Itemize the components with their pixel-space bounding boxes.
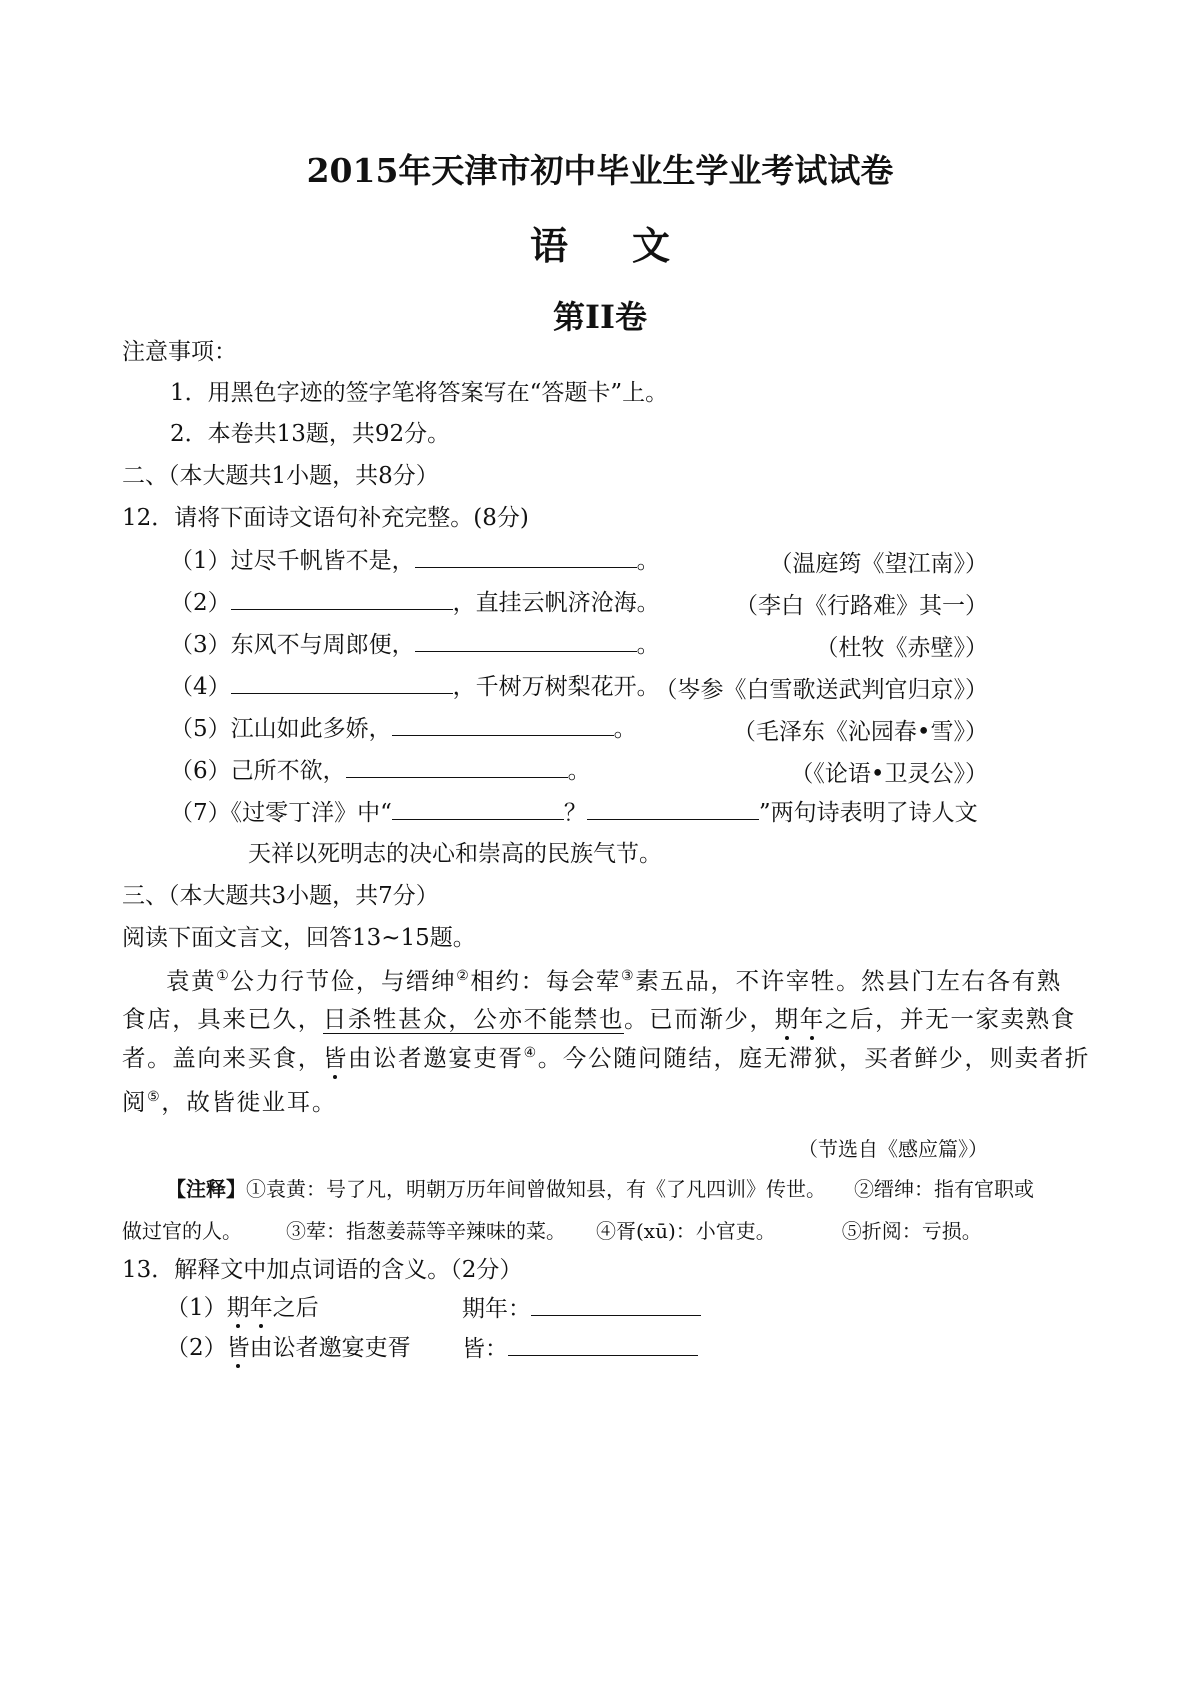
annotation-label: 【注释】 (166, 1177, 246, 1201)
passage-text: 者。盖向来买食， (122, 1044, 323, 1072)
q12-line-4 (170, 671, 660, 702)
section-3-intro: 阅读下面文言文，回答13~15题。 (122, 925, 476, 951)
q12-line-1-source: （温庭筠《望江南》） (769, 551, 988, 577)
q13-item-2 (166, 1333, 411, 1363)
q12-line-7-before: 《过零丁洋》中“ (230, 800, 392, 826)
q12-line-3-blank[interactable] (415, 629, 637, 652)
q13-answer-1-blank[interactable] (531, 1293, 701, 1316)
underlined-sentence: 日杀牲甚众，公亦不能禁也 (322, 1005, 625, 1033)
q13-answer-1 (462, 1293, 701, 1324)
footnote-ref-4: ④ (523, 1045, 538, 1061)
notice-item-1: 1．用黑色字迹的签字笔将答案写在“答题卡”上。 (170, 380, 669, 406)
dotted-word: 期 (774, 1005, 800, 1033)
q12-line-5-blank[interactable] (392, 713, 614, 736)
dotted-word: 皆 (322, 1044, 348, 1072)
subject-title: 语文 (529, 223, 734, 268)
q13-item-1-num: （1） (166, 1295, 227, 1321)
q12-line-6-after: 。 (567, 758, 591, 784)
notice-heading: 注意事项： (122, 339, 237, 365)
q12-line-3-before: 东风不与周郎便， (230, 632, 415, 658)
volume-title: 第II卷 (553, 298, 647, 336)
q13-answer-2-blank[interactable] (508, 1333, 698, 1356)
passage-text: 素五品，不许宰牲。然县门左右各有熟 (635, 967, 1062, 995)
passage-text: 。今公随问随结，庭无滞狱，买者鲜少，则卖者折 (537, 1044, 1090, 1072)
exam-title: 2015年天津市初中毕业生学业考试试卷 (306, 151, 894, 190)
q13-item-1 (166, 1293, 319, 1323)
passage-line-4 (122, 1087, 337, 1117)
q12-line-4-after: ，千树万树梨花开。 (452, 674, 660, 700)
passage-text: 相约：每会荤 (470, 967, 622, 995)
q12-line-3-num: （3） (170, 632, 231, 658)
annotation-4: ④胥(xū)：小官吏。 (596, 1219, 776, 1243)
q13-item-1-text: 之后 (272, 1295, 319, 1321)
q12-line-2 (170, 587, 660, 618)
passage-text: 公力行节俭，与缙绅 (230, 967, 457, 995)
q12-line-6-num: （6） (170, 758, 231, 784)
section-2-heading: 二、（本大题共1小题，共8分） (122, 463, 439, 489)
q13-item-2-text: 由讼者邀宴吏胥 (249, 1335, 411, 1361)
q13-answer-2-label: 皆： (462, 1336, 508, 1362)
q12-line-3 (170, 629, 660, 660)
q12-line-1-blank[interactable] (415, 545, 637, 568)
passage-line-3 (122, 1043, 1090, 1073)
notice-item-2: 2．本卷共13题，共92分。 (170, 421, 451, 447)
passage-text: 之后，并无一家卖熟食 (824, 1005, 1076, 1033)
q12-line-5-source: （毛泽东《沁园春•雪》） (732, 719, 988, 745)
section-3-heading: 三、（本大题共3小题，共7分） (122, 883, 439, 909)
question-13-stem: 13．解释文中加点词语的含义。（2分） (122, 1257, 523, 1283)
dotted-word: 皆 (226, 1335, 250, 1361)
annotation-line-2 (122, 1215, 982, 1244)
q12-line-7-middle: ？ (563, 800, 587, 826)
footnote-ref-2: ② (456, 968, 471, 984)
passage-text: 袁黄 (166, 967, 217, 995)
q12-line-1 (170, 545, 660, 576)
q12-line-2-after: ，直挂云帆济沧海。 (452, 590, 660, 616)
q12-line-5-before: 江山如此多娇， (230, 716, 392, 742)
annotation-line-1 (166, 1173, 1034, 1202)
q12-line-1-num: （1） (170, 548, 231, 574)
passage-line-2 (122, 1004, 1076, 1034)
q12-line-6 (170, 755, 591, 786)
q12-line-7 (170, 797, 978, 828)
q12-line-4-num: （4） (170, 674, 231, 700)
q12-line-5-num: （5） (170, 716, 231, 742)
passage-text: ，故皆徙业耳。 (161, 1088, 337, 1116)
q12-line-6-source: （《论语•卫灵公》） (790, 761, 988, 787)
q12-line-2-source: （李白《行路难》其一） (735, 593, 988, 619)
passage-text: 阅 (122, 1088, 148, 1116)
dotted-word: 年 (799, 1005, 825, 1033)
annotation-2-continued: 做过官的人。 (122, 1219, 242, 1243)
q12-line-7-blank-1[interactable] (392, 797, 564, 820)
annotation-2: ②缙绅：指有官职或 (854, 1177, 1034, 1201)
footnote-ref-1: ① (216, 968, 231, 984)
footnote-ref-3: ③ (621, 968, 636, 984)
q13-item-2-num: （2） (166, 1335, 227, 1361)
q12-line-1-after: 。 (636, 548, 660, 574)
passage-text: 由讼者邀宴吏胥 (347, 1044, 524, 1072)
q12-line-4-source: （岑参《白雪歌送武判官归京》） (654, 677, 988, 703)
passage-source: （节选自《感应篇》） (798, 1137, 988, 1161)
q12-line-1-before: 过尽千帆皆不是， (230, 548, 415, 574)
q12-line-6-blank[interactable] (346, 755, 568, 778)
q12-line-5 (170, 713, 637, 744)
annotation-5: ⑤折阅：亏损。 (841, 1219, 982, 1243)
q12-line-6-before: 己所不欲， (230, 758, 346, 784)
q12-line-4-blank[interactable] (231, 671, 453, 694)
q12-line-3-source: （杜牧《赤壁》） (815, 635, 988, 661)
q12-line-3-after: 。 (636, 632, 660, 658)
q12-line-7-blank-2[interactable] (587, 797, 759, 820)
passage-text: 。已而渐少， (624, 1005, 775, 1033)
annotation-1: ①袁黄：号了凡，明朝万历年间曾做知县，有《了凡四训》传世。 (246, 1177, 826, 1201)
q12-line-7-after: ”两句诗表明了诗人文 (758, 800, 978, 826)
question-12-stem: 12．请将下面诗文语句补充完整。(8分) (122, 505, 529, 531)
q12-line-2-num: （2） (170, 590, 231, 616)
footnote-ref-5: ⑤ (147, 1089, 162, 1105)
annotation-3: ③荤：指葱姜蒜等辛辣味的菜。 (286, 1219, 566, 1243)
q12-line-2-blank[interactable] (231, 587, 453, 610)
q13-answer-2 (462, 1333, 698, 1364)
q13-answer-1-label: 期年： (462, 1296, 531, 1322)
dotted-word: 期 (226, 1295, 250, 1321)
dotted-word: 年 (249, 1295, 273, 1321)
q12-line-5-after: 。 (613, 716, 637, 742)
q12-line-7-continuation: 天祥以死明志的决心和崇高的民族气节。 (248, 841, 662, 867)
passage-line-1 (166, 966, 1062, 996)
passage-text: 食店，具来已久， (122, 1005, 323, 1033)
q12-line-7-num: （7） (170, 800, 231, 826)
